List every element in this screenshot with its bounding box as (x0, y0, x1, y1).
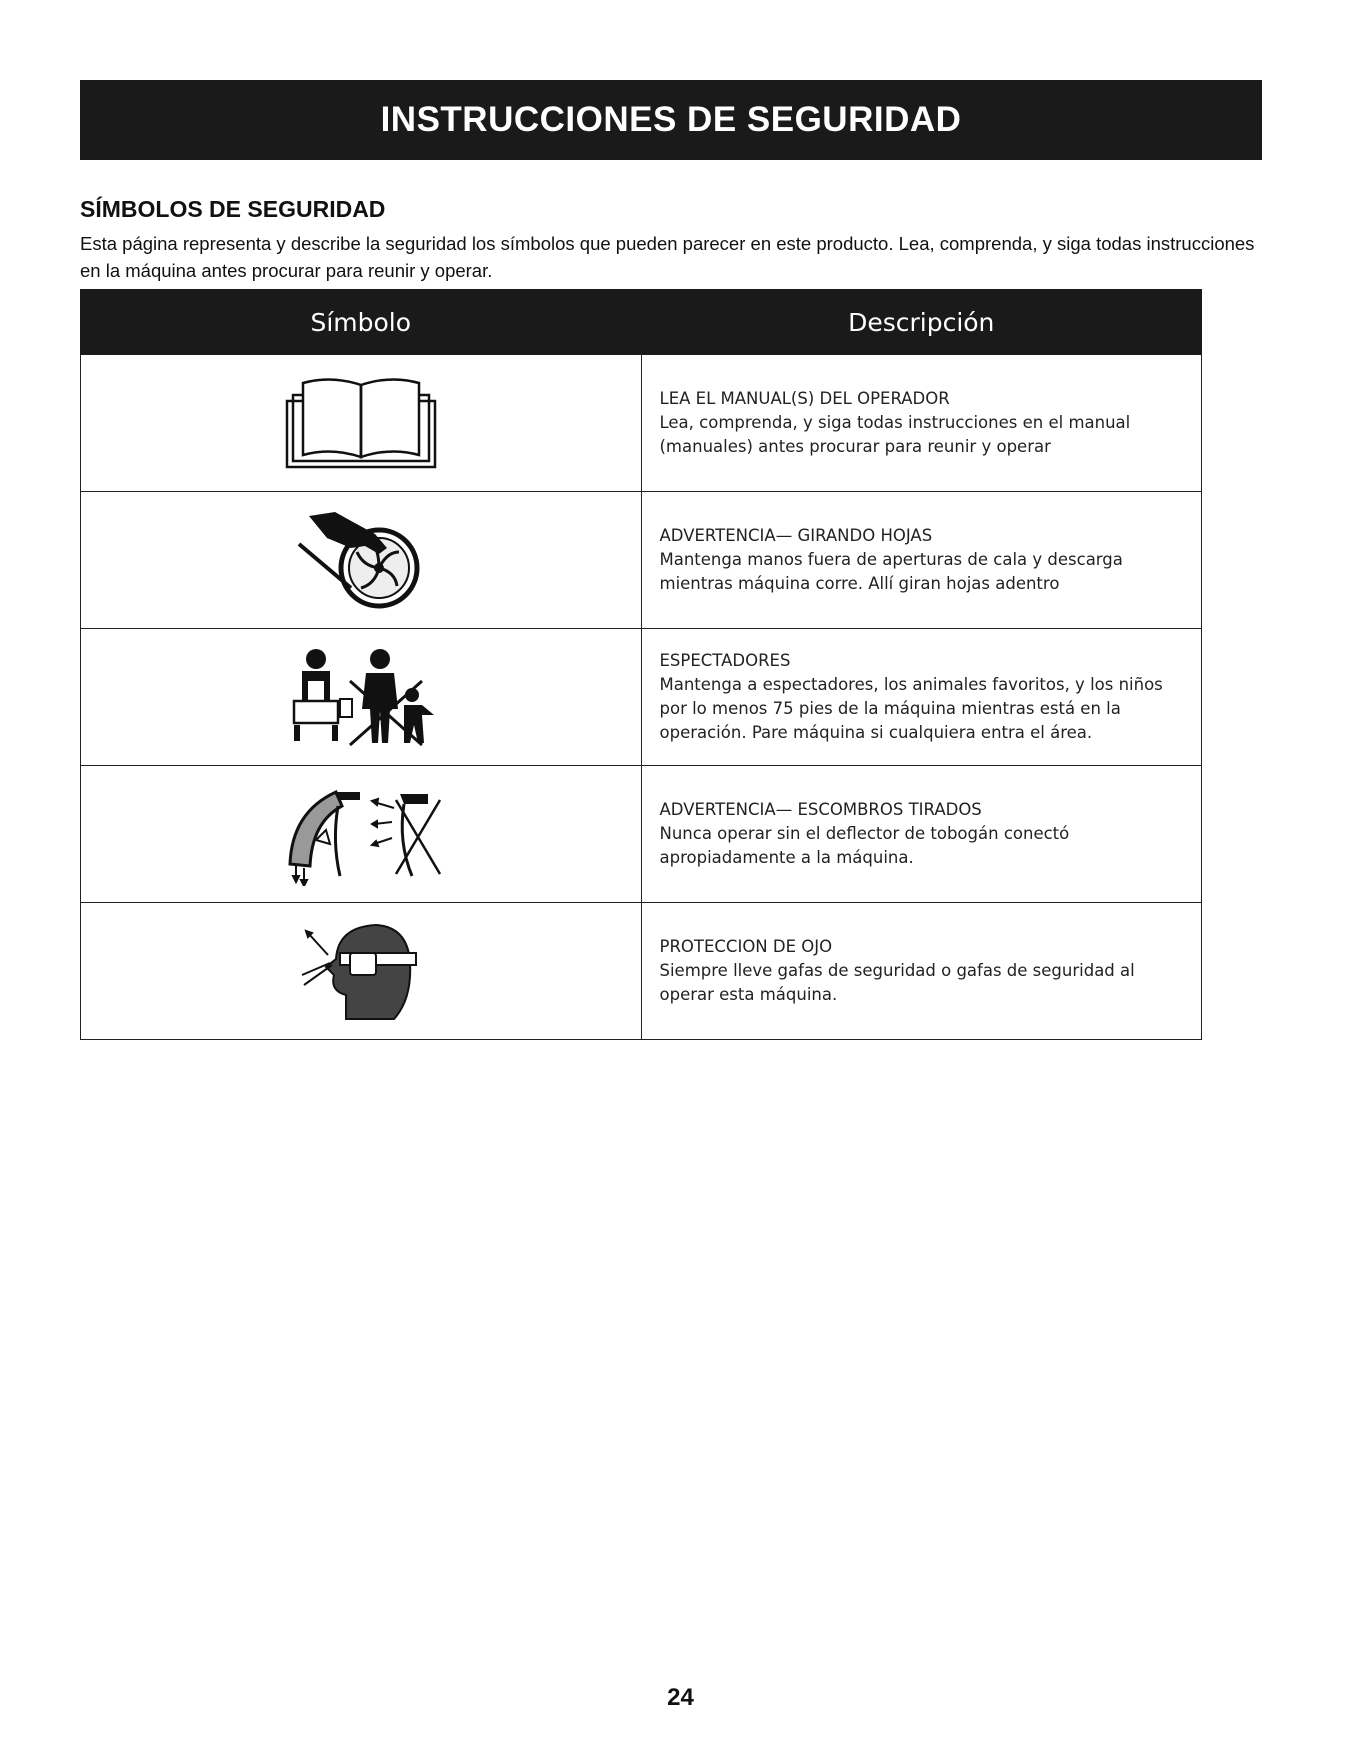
symbol-cell (81, 492, 642, 629)
table-row (81, 492, 1202, 629)
section-title: SÍMBOLOS DE SEGURIDAD (80, 196, 386, 222)
page-title: INSTRUCCIONES DE SEGURIDAD (380, 100, 962, 139)
table-row (81, 355, 1202, 492)
safety-symbols-table (80, 289, 1202, 1040)
table-row (81, 629, 1202, 766)
symbol-cell (81, 355, 642, 492)
table-row (81, 903, 1202, 1040)
symbol-cell (81, 629, 642, 766)
page-header-banner (80, 80, 1262, 160)
page-number: 24 (667, 1684, 694, 1711)
description-title: LEA EL MANUAL(S) DEL OPERADOR (659, 389, 950, 408)
operator-manual-icon (281, 373, 441, 473)
section-intro: Esta página representa y describe la seguridad los símbolos que pueden parecer en este producto. Lea, comprenda, y siga todas instrucciones en la máquina antes procurar para reunir y operar. (80, 233, 1255, 281)
description-title: ESPECTADORES (659, 651, 791, 670)
symbol-cell (81, 903, 642, 1040)
description-title: ADVERTENCIA— GIRANDO HOJAS (659, 526, 933, 545)
header-description: Descripción (641, 290, 1202, 355)
description-title: ADVERTENCIA— ESCOMBROS TIRADOS (659, 800, 982, 819)
description-body: Siempre lleve gafas de seguridad o gafas de seguridad al operar esta máquina. (659, 961, 1135, 1004)
table-header-row (81, 290, 1202, 355)
description-title: PROTECCION DE OJO (659, 937, 833, 956)
header-symbol: Símbolo (81, 290, 642, 355)
description-cell (641, 492, 1202, 629)
eye-protection-icon (296, 919, 426, 1023)
description-cell (641, 355, 1202, 492)
description-cell (641, 629, 1202, 766)
symbol-cell (81, 766, 642, 903)
description-cell (641, 903, 1202, 1040)
description-body: Mantenga manos fuera de aperturas de cala y descarga mientras máquina corre. Allí giran hojas adentro (659, 550, 1123, 593)
bystanders-icon (276, 645, 446, 749)
description-body: Lea, comprenda, y siga todas instrucciones en el manual (manuales) antes procurar para reunir y operar (659, 413, 1131, 456)
description-cell (641, 766, 1202, 903)
table-row (81, 766, 1202, 903)
description-body: Nunca operar sin el deflector de tobogán conectó apropiadamente a la máquina. (659, 824, 1070, 867)
rotating-blades-icon (291, 508, 431, 612)
thrown-debris-icon (276, 782, 446, 886)
description-body: Mantenga a espectadores, los animales favoritos, y los niños por lo menos 75 pies de la máquina mientras está en la operación. Pare máquina si cualquiera entra el área. (659, 675, 1163, 742)
